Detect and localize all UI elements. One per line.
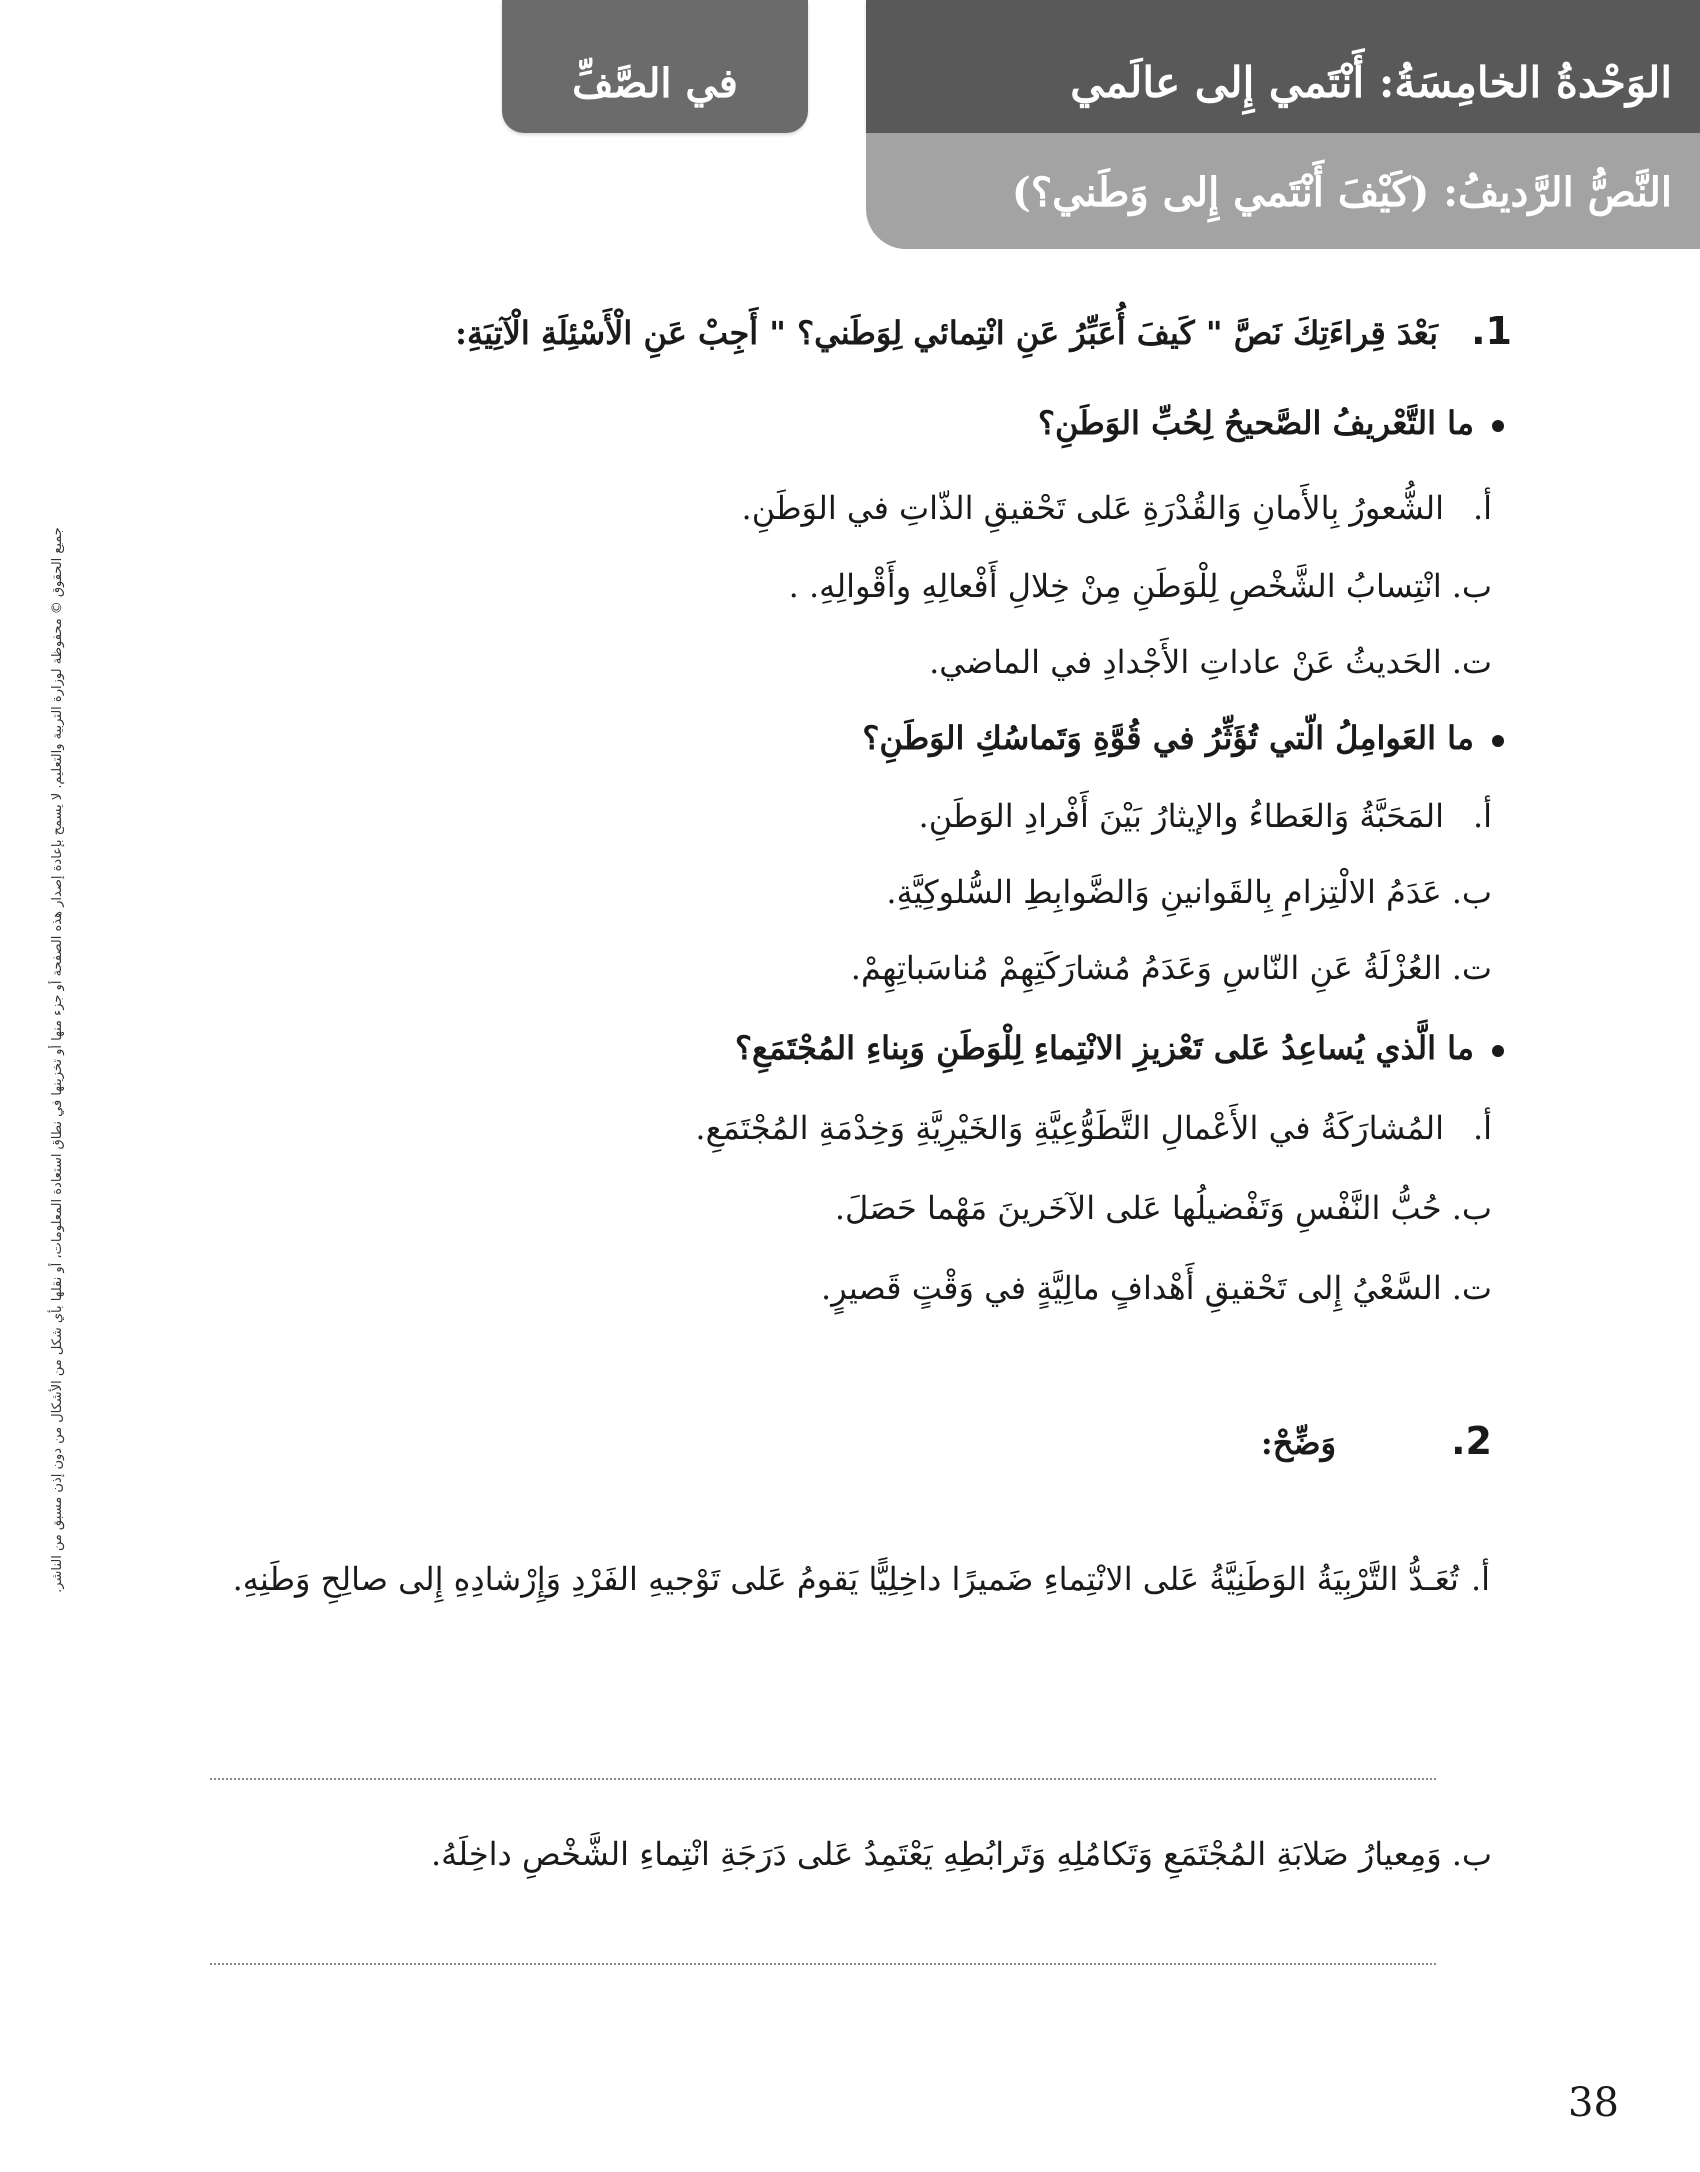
bullet-icon [1492,420,1504,432]
item-question: ما التَّعْريفُ الصَّحيحُ لِحُبِّ الوَطَنِ؟ [1037,404,1474,442]
unit-title: الوَحْدةُ الخامِسَةُ: أَنْتَمي إِلى عالَمي [1070,58,1672,107]
option-row [929,643,1492,681]
part-text: وَمِعيارُ صَلابَةِ المُجْتَمَعِ وَتَكامُلِهِ وَتَرابُطِهِ يَعْتَمِدُ عَلى دَرَجَةِ انْتِماءِ الشَّخْصِ داخِلَهُ. [430,1835,1442,1873]
question-1-prompt: بَعْدَ قِراءَتِكَ نَصَّ " كَيفَ أُعَبِّرُ عَنِ انْتِمائي لِوَطَني؟ " أَجِبْ عَنِ الْأَسْئِلَةِ الْآتِيَةِ: [455,314,1439,352]
option-text: الشُّعورُ بِالأَمانِ وَالقُدْرَةِ عَلى تَحْقيقِ الذّاتِ في الوَطَنِ. [741,489,1444,527]
class-tab [502,0,808,133]
part-letter: أ. [1470,1560,1490,1598]
item-question: ما الَّذي يُساعِدُ عَلى تَعْزيزِ الانْتِماءِ لِلْوَطَنِ وَبِناءِ المُجْتَمَعِ؟ [735,1029,1474,1067]
question-2-part-a [200,1552,1490,1606]
option-letter: أ. [1472,489,1492,527]
option-letter: ت. [1451,949,1492,987]
question-2-prompt: وَضِّحْ: [1260,1424,1337,1462]
side-copyright-text: جميع الحقوق © محفوظة لوزارة التربية والتعليم. لا يسمح بإعادة إصدار هذه الصفحة أو جزء منها أو تخزينها في نطاق استعادة المعلومات، أو نقلها بأي شكل من الأشكال من دون إذن مسبق من الناشر. [50,527,65,1593]
answer-line[interactable] [210,1778,1436,1780]
option-text: العُزْلَةُ عَنِ النّاسِ وَعَدَمُ مُشارَكَتِهِمْ مُناسَباتِهِمْ. [850,949,1442,987]
option-row [850,949,1492,987]
option-text: الحَديثُ عَنْ عاداتِ الأَجْدادِ في الماضي. [929,643,1442,681]
option-row [886,873,1492,911]
side-copyright-notice [50,410,70,1710]
unit-header [866,0,1700,133]
question-2-part-b [430,1835,1492,1873]
option-text: انْتِسابُ الشَّخْصِ لِلْوَطَنِ مِنْ خِلالِ أَفْعالِهِ وأَقْوالِهِ. . [788,567,1442,605]
page-number: 38 [1568,2080,1619,2126]
option-text: عَدَمُ الالْتِزامِ بِالقَوانينِ وَالضَّوابِطِ السُّلوكِيَّةِ. [886,873,1442,911]
bullet-icon [1492,1045,1504,1057]
option-text: المُشارَكَةُ في الأَعْمالِ التَّطَوُّعِيَّةِ وَالخَيْرِيَّةِ وَخِدْمَةِ المُجْتَمَعِ. [695,1109,1444,1147]
question-2-number: .2 [1451,1419,1492,1463]
item-question: ما العَوامِلُ الّتي تُؤَثِّرُ في قُوَّةِ وَتَماسُكِ الوَطَنِ؟ [862,719,1474,757]
option-letter: ت. [1451,1269,1492,1307]
option-letter: ب. [1451,567,1492,605]
bullet-icon [1492,735,1504,747]
option-row [788,567,1492,605]
option-row [741,489,1492,527]
related-text-title: النَّصُّ الرَّديفُ: (كَيْفَ أَنْتَمي إِلى وَطَني؟) [1011,169,1672,216]
option-text: السَّعْيُ إِلى تَحْقيقِ أَهْدافٍ مالِيَّةٍ في وَقْتٍ قَصيرٍ. [821,1269,1442,1307]
option-row [918,797,1492,835]
option-letter: ب. [1451,873,1492,911]
option-text: حُبُّ النَّفْسِ وَتَفْضيلُها عَلى الآخَرينَ مَهْما حَصَلَ. [834,1189,1442,1227]
question-1-header [455,309,1512,353]
part-letter: ب. [1451,1835,1492,1873]
part-text: تُعَـدُّ التَّرْبِيَةُ الوَطَنِيَّةُ عَلى الانْتِماءِ ضَميرًا داخِلِيًّا يَقومُ عَلى تَوْجيهِ الفَرْدِ وَإِرْشادِهِ إِلى صالِحِ وَطَنِهِ. [232,1560,1459,1598]
question-2-header [1260,1419,1492,1463]
option-row [821,1269,1492,1307]
question-1-item-2 [862,719,1504,757]
option-letter: ت. [1451,643,1492,681]
option-letter: أ. [1472,1109,1492,1147]
class-tab-label: في الصَّفِّ [572,60,738,107]
question-1-number: .1 [1471,309,1512,353]
option-letter: أ. [1472,797,1492,835]
question-1-item-1 [1037,404,1504,442]
question-1-item-3 [735,1029,1504,1067]
option-text: المَحَبَّةُ وَالعَطاءُ والإيثارُ بَيْنَ أَفْرادِ الوَطَنِ. [918,797,1444,835]
option-row [695,1109,1492,1147]
answer-line[interactable] [210,1963,1436,1965]
related-text-header [866,133,1700,249]
option-row [834,1189,1492,1227]
option-letter: ب. [1451,1189,1492,1227]
